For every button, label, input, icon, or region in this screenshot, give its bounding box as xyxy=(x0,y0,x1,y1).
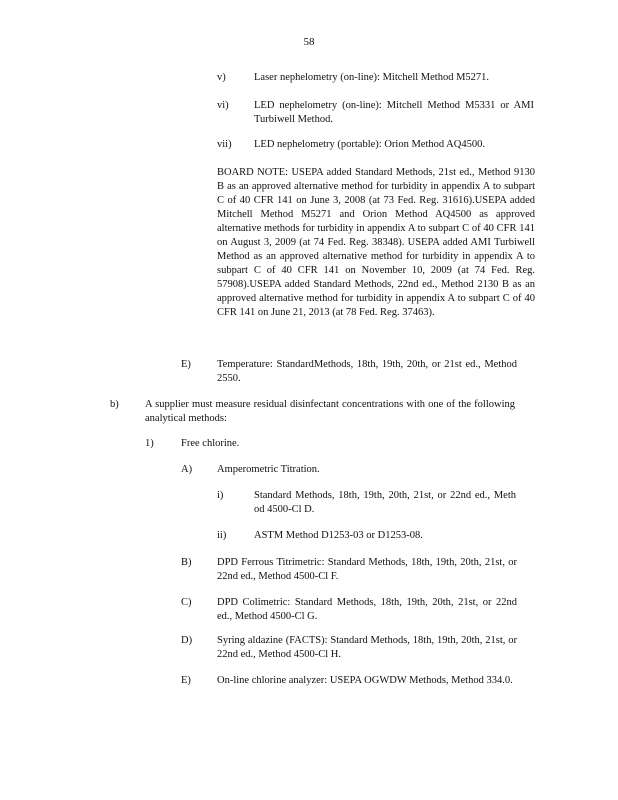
item-e-online-label: E) xyxy=(181,675,191,686)
item-v-label: v) xyxy=(217,72,226,83)
item-a-i-text: Standard Methods, 18th, 19th, 20th, 21st, or 22nd ed., Meth od 4500-Cl D. xyxy=(254,490,516,515)
item-e-temperature-label: E) xyxy=(181,359,191,370)
item-b-text: A supplier must measure residual disinfectant concentrations with one of the following analytical methods: xyxy=(145,399,515,424)
item-a-label: A) xyxy=(181,464,193,475)
item-a-ii-text: ASTM Method D1253-03 or D1253-08. xyxy=(254,530,423,541)
item-a-i-label: i) xyxy=(217,490,224,501)
item-b-label: b) xyxy=(110,399,119,410)
item-v-text: Laser nephelometry (on-line): Mitchell Method M5271. xyxy=(254,72,490,83)
item-a-text: Amperometric Titration. xyxy=(217,464,320,475)
item-1-label: 1) xyxy=(145,438,154,449)
item-d-label: D) xyxy=(181,635,193,646)
page-number: 58 xyxy=(303,36,315,48)
item-e-online-text: On-line chlorine analyzer: USEPA OGWDW Methods, Method 334.0. xyxy=(217,675,513,686)
item-c-text: DPD Colimetric: Standard Methods, 18th, 19th, 20th, 21st, or 22nd ed., Method 4500-Cl G. xyxy=(217,597,517,622)
item-e-temperature-text: Temperature: StandardMethods, 18th, 19th, 20th, or 21st ed., Method 2550. xyxy=(217,359,517,384)
item-vi-label: vi) xyxy=(217,100,229,111)
item-a-ii-label: ii) xyxy=(217,530,227,541)
item-vii-label: vii) xyxy=(217,139,232,150)
item-c-label: C) xyxy=(181,597,192,608)
item-vi-text: LED nephelometry (on-line): Mitchell Method M5331 or AMI Turbiwell Method. xyxy=(254,100,534,125)
item-vii-text: LED nephelometry (portable): Orion Method AQ4500. xyxy=(254,139,485,150)
item-b-ferrous-label: B) xyxy=(181,557,192,568)
item-1-text: Free chlorine. xyxy=(181,438,240,449)
board-note: BOARD NOTE: USEPA added Standard Methods, 21st ed., Method 9130 B as an approved alternative method for turbidity in appendix A to subpart C of 40 CFR 141 on June 3, 2008 (at 73 Fed. Reg. 31616).USEPA added Mitchell Method M5271 and Orion Method AQ4500 as approved alternative methods for turbidity in appendix A to subpart C of 40 CFR 141 on August 3, 2009 (at 74 Fed. Reg. 38348). USEPA added AMI Turbiwell Method as an approved alternative method for turbidity in appendix A to subpart C of 40 CFR 141 on November 10, 2009 (at 74 Fed. Reg. 57908).USEPA added Standard Methods, 22nd ed., Method 2130 B as an approved alternative method for turbidity in appendix A to subpart C of 40 CFR 141 on June 21, 2013 (at 78 Fed. Reg. 37463). xyxy=(217,167,535,318)
item-d-text: Syring aldazine (FACTS): Standard Methods, 18th, 19th, 20th, 21st, or 22nd ed., Method 4500-Cl H. xyxy=(217,635,517,660)
item-b-ferrous-text: DPD Ferrous Titrimetric: Standard Methods, 18th, 19th, 20th, 21st, or 22nd ed., Method 4500-Cl F. xyxy=(217,557,517,582)
